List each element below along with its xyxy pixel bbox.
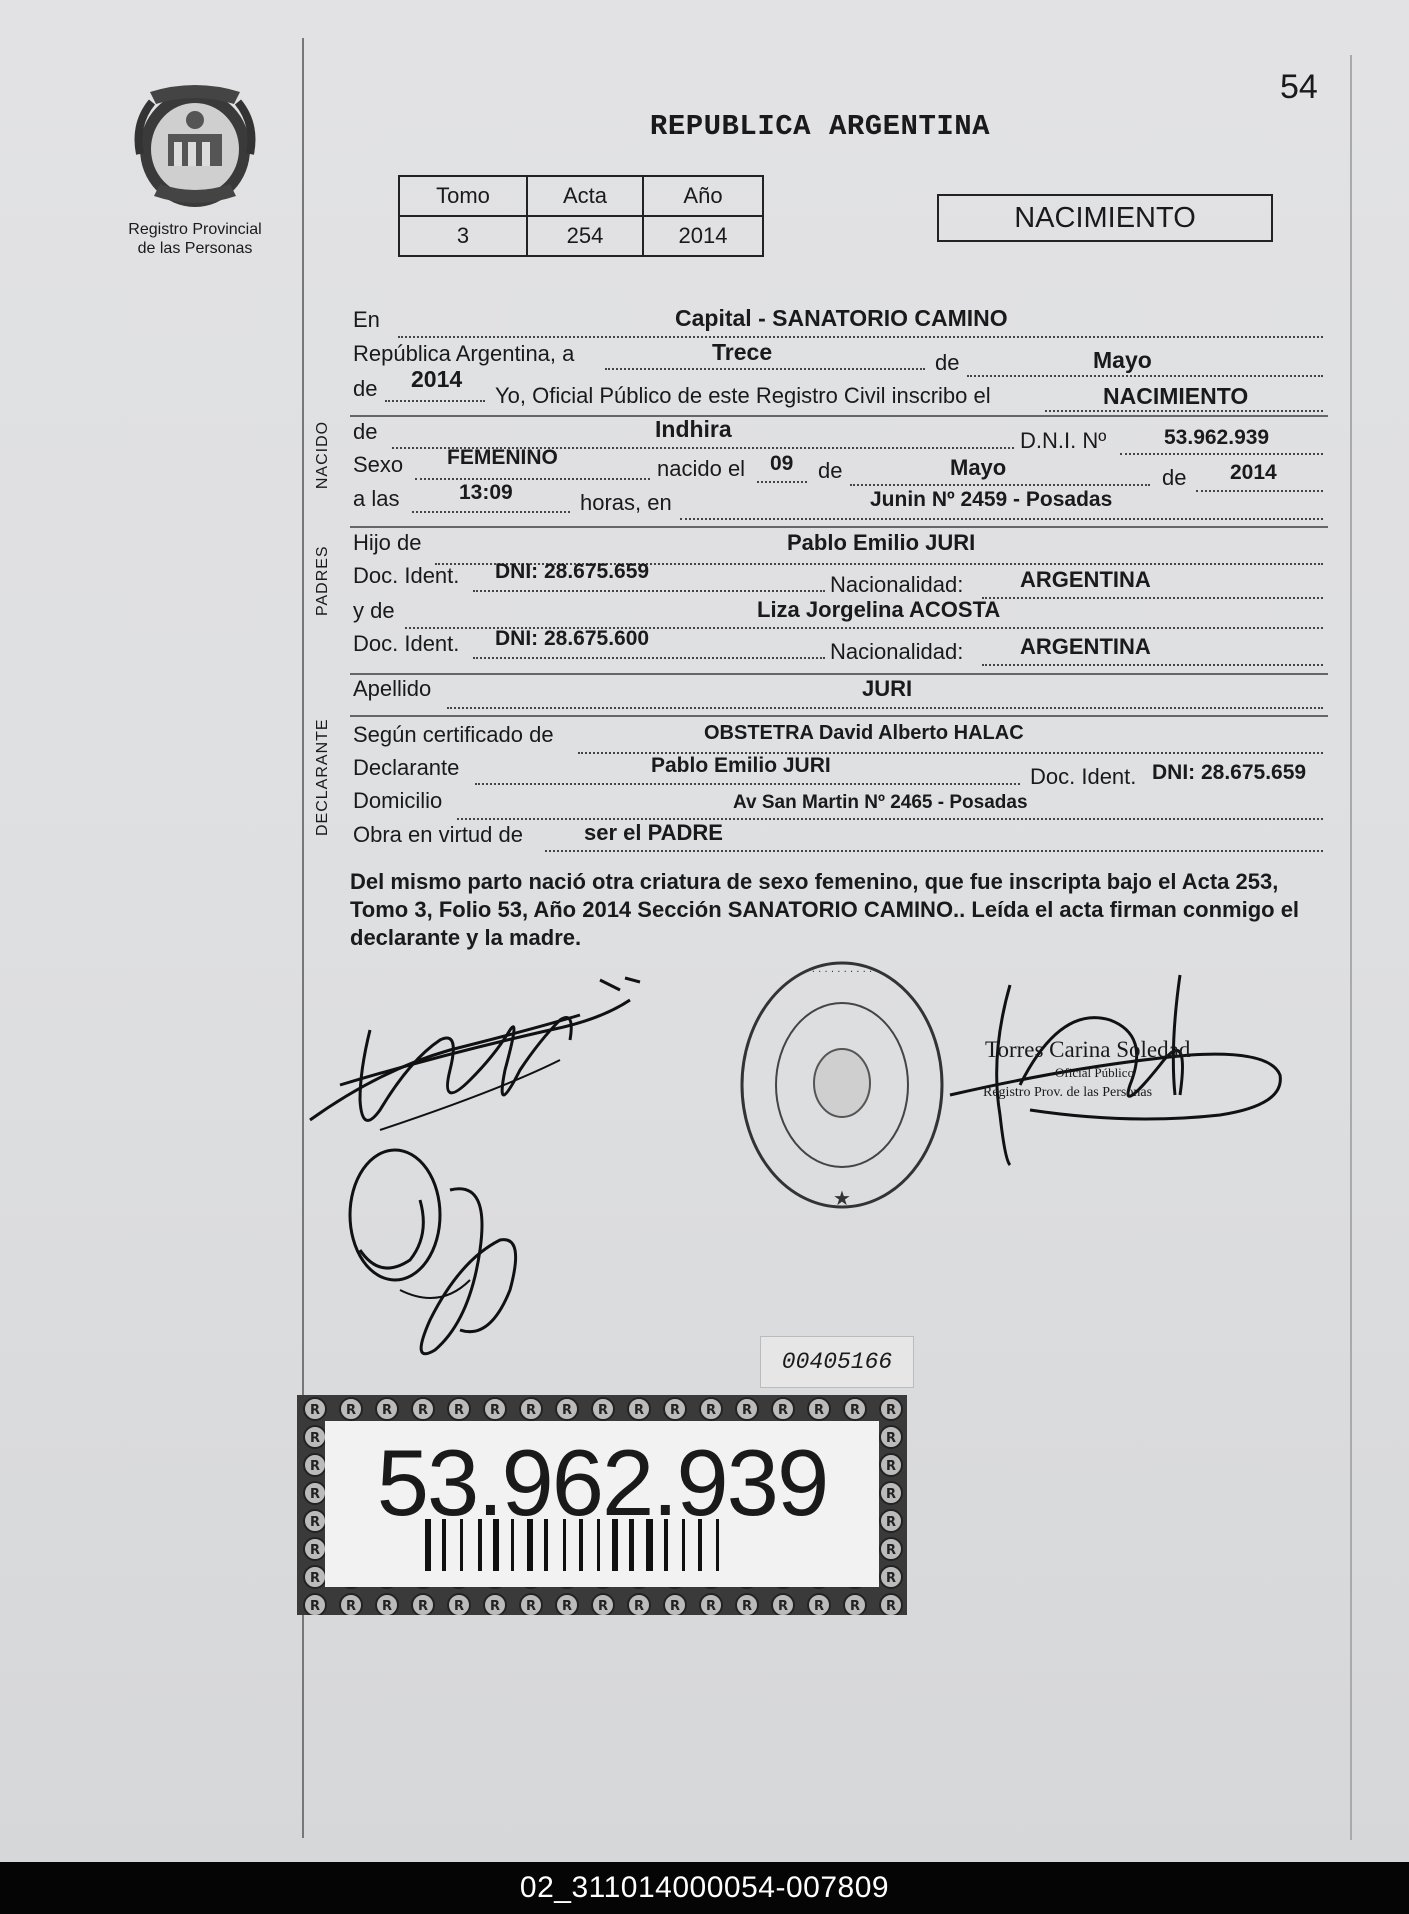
value-padre: Pablo Emilio JURI [787,530,976,555]
label-doc-ident-padre: Doc. Ident. [353,563,460,588]
section-rule [350,415,1328,417]
section-rule [350,526,1328,528]
official-office: Registro Prov. de las Personas [983,1085,1153,1100]
section-label-nacido: NACIDO [314,420,331,490]
label-republica: República Argentina, a [353,341,575,366]
document-title: REPUBLICA ARGENTINA [649,110,991,143]
value-mes: Mayo [1093,347,1152,373]
record-type-box: NACIMIENTO [937,194,1273,242]
label-de-mes-anio: de [1162,465,1187,490]
dotted-line [850,484,1150,486]
value-apellido: JURI [862,676,913,701]
value-certificado: OBSTETRA David Alberto HALAC [704,722,1024,744]
value-dia-nac: 09 [770,452,794,475]
dotted-line [415,478,650,480]
serial-number: 00405166 [760,1336,914,1388]
label-de-mes: de [935,350,960,375]
label-dni: D.N.I. Nº [1020,428,1107,453]
value-lugar: Capital - SANATORIO CAMINO [675,305,1008,331]
value-padre-nac: ARGENTINA [1020,567,1151,592]
value-anio-nac: 2014 [1230,461,1277,484]
dotted-line [1120,453,1323,455]
label-en: En [353,307,380,332]
value-hora: 13:09 [459,481,513,504]
dotted-line [398,336,1323,338]
dotted-line [982,664,1323,666]
label-horas-en: horas, en [580,490,672,515]
birth-note: Del mismo parto nació otra criatura de sexo femenino, que fue inscripta bajo el Acta 253, Tomo 3, Folio 53, Año 2014 Sección SANATORIO CAMINO.. Leída el acta firman conmigo el declarante y la madre. [350,869,1300,950]
section-label-padres: PADRES [314,545,331,616]
official-role: Oficial Público [1055,1065,1135,1080]
dotted-line [982,597,1323,599]
value-dni: 53.962.939 [1164,426,1270,449]
section-rule [350,715,1328,717]
value-dia-texto: Trece [712,339,773,365]
value-nombre: Indhira [655,416,732,442]
label-nacionalidad-padre: Nacionalidad: [830,572,964,597]
label-de-nombre: de [353,419,378,444]
value-anio: 2014 [411,366,463,392]
label-segun: Según certificado de [353,722,554,747]
value-domicilio-nac: Junin Nº 2459 - Posadas [870,488,1113,511]
label-de-anio: de [353,376,378,401]
label-nacido-el: nacido el [657,456,746,481]
value-padre-doc: DNI: 28.675.659 [495,560,650,583]
value-declarante-doc: DNI: 28.675.659 [1152,761,1307,784]
value-mes-nac: Mayo [950,455,1007,480]
value-domicilio: Av San Martin Nº 2465 - Posadas [733,792,1028,813]
label-declarante: Declarante [353,755,460,780]
record-table [398,175,764,257]
label-nacionalidad-madre: Nacionalidad: [830,639,964,664]
label-a-las: a las [353,486,400,511]
label-y-de: y de [353,598,395,623]
section-label-declarante: DECLARANTE [314,718,331,836]
table-value-tomo: 3 [399,216,527,256]
value-sexo: FEMENINO [447,446,558,469]
value-madre-doc: DNI: 28.675.600 [495,627,650,650]
dotted-line [757,481,807,483]
value-obra: ser el PADRE [584,820,723,845]
dotted-line [680,518,1323,520]
label-sexo: Sexo [353,452,404,477]
label-apellido: Apellido [353,676,432,701]
page-number: 54 [1280,68,1318,106]
label-domicilio: Domicilio [353,788,443,813]
dotted-line [605,368,925,370]
label-oficial: Yo, Oficial Público de este Registro Civil inscribo el [495,383,991,408]
barcode-number: 53.962.939 [376,1430,828,1535]
dotted-line [412,511,570,513]
dotted-line [475,783,1020,785]
official-name: Torres Carina Soledad [985,1037,1191,1062]
dotted-line [473,657,825,659]
svg-text:· · · · · · · · · · · ·: · · · · · · · · · · · · [805,967,879,978]
dotted-line [385,400,485,402]
dotted-line [967,375,1323,377]
dotted-line [1045,410,1323,412]
registry-label [110,220,280,258]
value-madre-nac: ARGENTINA [1020,634,1151,659]
table-header-acta: Acta [527,176,643,216]
section-rule [350,673,1328,675]
misiones-coat-of-arms-icon [130,84,260,214]
table-header-tomo: Tomo [399,176,527,216]
table-value-acta: 254 [527,216,643,256]
label-obra: Obra en virtud de [353,822,523,847]
table-header-anio: Año [643,176,763,216]
svg-text:★: ★ [833,1186,851,1210]
delegation-stamp-icon [735,955,950,1215]
declarant-signature-icon [300,960,660,1160]
value-acto: NACIMIENTO [1103,383,1249,409]
registry-label-line2: de las Personas [137,240,253,257]
dotted-line [447,707,1323,709]
dotted-line [473,590,825,592]
label-doc-ident-declarante: Doc. Ident. [1030,764,1137,789]
mother-signature-icon [340,1140,540,1370]
dotted-line [1196,490,1323,492]
label-hijo-de: Hijo de [353,530,422,555]
registry-label-line1: Registro Provincial [128,221,262,238]
label-de-dia: de [818,458,843,483]
right-margin-rule [1350,55,1352,1840]
value-madre: Liza Jorgelina ACOSTA [757,597,1001,622]
table-value-anio: 2014 [643,216,763,256]
value-declarante: Pablo Emilio JURI [651,754,831,777]
barcode-label [297,1395,907,1615]
dotted-line [545,850,1323,852]
footer-id: 02_311014000054-007809 [0,1862,1409,1914]
label-doc-ident-madre: Doc. Ident. [353,631,460,656]
